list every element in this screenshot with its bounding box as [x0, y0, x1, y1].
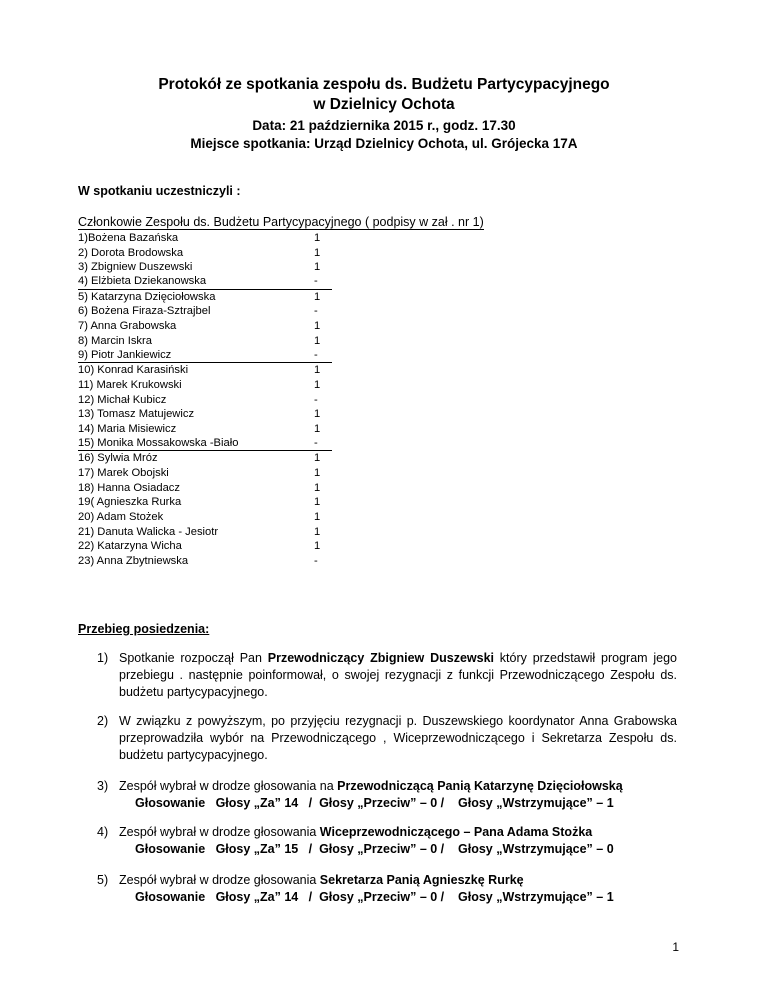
member-name: 16) Sylwia Mróz: [78, 452, 158, 465]
member-row: [78, 422, 332, 437]
member-attendance: 1: [314, 422, 321, 435]
item-text: [119, 650, 677, 701]
vote-result: Głosowanie Głosy „Za” 15 / Głosy „Przeciw” – 0 / Głosy „Wstrzymujące” – 0: [135, 842, 614, 856]
member-row: [78, 525, 332, 540]
member-name: 15) Monika Mossakowska -Biało: [78, 436, 239, 449]
member-name: 17) Marek Obojski: [78, 467, 169, 479]
member-row: [78, 334, 332, 349]
vote-result: Głosowanie Głosy „Za” 14 / Głosy „Przeciw” – 0 / Głosy „Wstrzymujące” – 1: [135, 796, 614, 810]
member-attendance: -: [314, 305, 318, 318]
member-row: [78, 437, 332, 452]
member-attendance: 1: [314, 481, 321, 494]
item-text-bold: Sekretarza Panią Agnieszkę Rurkę: [319, 873, 524, 887]
member-name: 13) Tomasz Matujewicz: [78, 408, 195, 421]
document-title: Protokół ze spotkania zespołu ds. Budżetu Partycypacyjnego: [158, 76, 610, 93]
member-row: [78, 290, 332, 305]
member-row: [78, 363, 332, 378]
item-text-bold: Przewodniczącą Panią Katarzynę Dzięciołowską: [337, 779, 623, 793]
member-name: 11) Marek Krukowski: [78, 378, 182, 391]
member-row: [78, 451, 332, 466]
member-name: 20) Adam Stożek: [78, 511, 164, 524]
member-attendance: 1: [314, 378, 321, 391]
item-text-part: który przedstawił program jego przebiegu . następnie poinformował, o swojej rezygnacji z funkcji Przewodniczącego Zespołu ds. budżetu partycypacyjnego.: [119, 651, 677, 699]
item-number: 5): [97, 873, 109, 887]
member-row: [78, 260, 332, 275]
proceedings-item-3: [97, 778, 677, 812]
member-name: 23) Anna Zbytniewska: [78, 555, 189, 568]
document-subtitle: w Dzielnicy Ochota: [313, 96, 455, 113]
member-attendance: -: [314, 393, 318, 406]
member-name: 10) Konrad Karasiński: [78, 364, 189, 377]
member-attendance: 1: [314, 467, 321, 479]
member-attendance: -: [314, 275, 318, 288]
proceedings-item-5: [97, 872, 677, 906]
member-name: 8) Marcin Iskra: [78, 334, 152, 347]
item-text: [119, 824, 677, 841]
member-row: [78, 539, 332, 554]
member-row: [78, 304, 332, 319]
member-row: [78, 319, 332, 334]
proceedings-item-4: [97, 824, 677, 858]
member-row: [78, 510, 332, 525]
member-row: [78, 554, 332, 569]
item-number: 1): [97, 651, 109, 665]
member-name: 5) Katarzyna Dzięciołowska: [78, 290, 216, 303]
proceedings-item-2: [97, 713, 677, 764]
member-name: 9) Piotr Jankiewicz: [78, 348, 172, 361]
member-row: [78, 495, 332, 510]
member-attendance: 1: [314, 540, 321, 553]
member-row: [78, 378, 332, 393]
item-text-part: Zespół wybrał w drodze głosowania na: [119, 779, 338, 793]
member-row: [78, 246, 332, 261]
member-name: 6) Bożena Firaza-Sztrajbel: [78, 305, 211, 318]
item-number: 4): [97, 825, 109, 839]
member-name: 22) Katarzyna Wicha: [78, 540, 182, 553]
meeting-date: Data: 21 października 2015 r., godz. 17.30: [252, 118, 516, 133]
member-name: 3) Zbigniew Duszewski: [78, 261, 193, 274]
member-name: 21) Danuta Walicka - Jesiotr: [78, 525, 219, 538]
member-attendance: 1: [314, 408, 321, 421]
proceedings-heading: Przebieg posiedzenia:: [78, 622, 210, 636]
member-attendance: 1: [314, 246, 321, 259]
member-name: 12) Michał Kubicz: [78, 393, 167, 406]
item-text: W związku z powyższym, po przyjęciu rezygnacji p. Duszewskiego koordynator Anna Grabowska przeprowadziła wybór na Przewodniczącego , Wiceprzewodniczącego i Sekretarza Zespołu ds. budżetu partycypacyjnego.: [119, 714, 677, 762]
proceedings-item-1: [97, 650, 677, 701]
meeting-place: Miejsce spotkania: Urząd Dzielnicy Ochota, ul. Grójecka 17A: [190, 136, 578, 151]
member-row: [78, 231, 332, 246]
item-text-part: Zespół wybrał w drodze głosowania: [119, 825, 320, 839]
member-name: 7) Anna Grabowska: [78, 320, 177, 333]
item-text: [119, 778, 677, 795]
item-text-bold: Przewodniczący Zbigniew Duszewski: [267, 651, 494, 665]
member-attendance: -: [314, 348, 318, 361]
member-name: 4) Elżbieta Dziekanowska: [78, 275, 207, 288]
member-attendance: 1: [314, 511, 321, 524]
member-row: [78, 407, 332, 422]
member-attendance: 1: [314, 320, 321, 333]
page-number: 1: [672, 940, 679, 954]
item-text-part: Zespół wybrał w drodze głosowania: [119, 873, 320, 887]
member-row: [78, 481, 332, 496]
member-name: 19( Agnieszka Rurka: [78, 496, 182, 509]
member-attendance: 1: [314, 334, 321, 347]
member-attendance: 1: [314, 364, 321, 377]
item-number: 3): [97, 779, 109, 793]
vote-result: Głosowanie Głosy „Za” 14 / Głosy „Przeciw” – 0 / Głosy „Wstrzymujące” – 1: [135, 890, 614, 904]
members-list: [78, 231, 332, 569]
member-attendance: 1: [314, 232, 321, 244]
member-attendance: 1: [314, 496, 321, 509]
member-attendance: 1: [314, 261, 321, 274]
member-name: 2) Dorota Brodowska: [78, 246, 184, 259]
member-attendance: 1: [314, 452, 321, 465]
member-attendance: 1: [314, 290, 321, 303]
member-attendance: -: [314, 436, 318, 449]
member-name: 14) Maria Misiewicz: [78, 422, 177, 435]
member-row: [78, 393, 332, 408]
member-attendance: -: [314, 555, 318, 568]
member-attendance: 1: [314, 525, 321, 538]
item-text: [119, 872, 677, 889]
participants-label: W spotkaniu uczestniczyli :: [78, 184, 241, 198]
member-row: [78, 349, 332, 364]
item-number: 2): [97, 714, 109, 728]
members-heading: Członkowie Zespołu ds. Budżetu Partycypacyjnego ( podpisy w zał . nr 1): [78, 215, 484, 229]
member-name: 1)Bożena Bazańska: [78, 232, 179, 244]
member-row: [78, 275, 332, 290]
member-name: 18) Hanna Osiadacz: [78, 481, 180, 494]
item-text-bold: Wiceprzewodniczącego – Pana Adama Stożka: [319, 825, 593, 839]
item-text-part: Spotkanie rozpoczął Pan: [119, 651, 268, 665]
member-row: [78, 466, 332, 481]
